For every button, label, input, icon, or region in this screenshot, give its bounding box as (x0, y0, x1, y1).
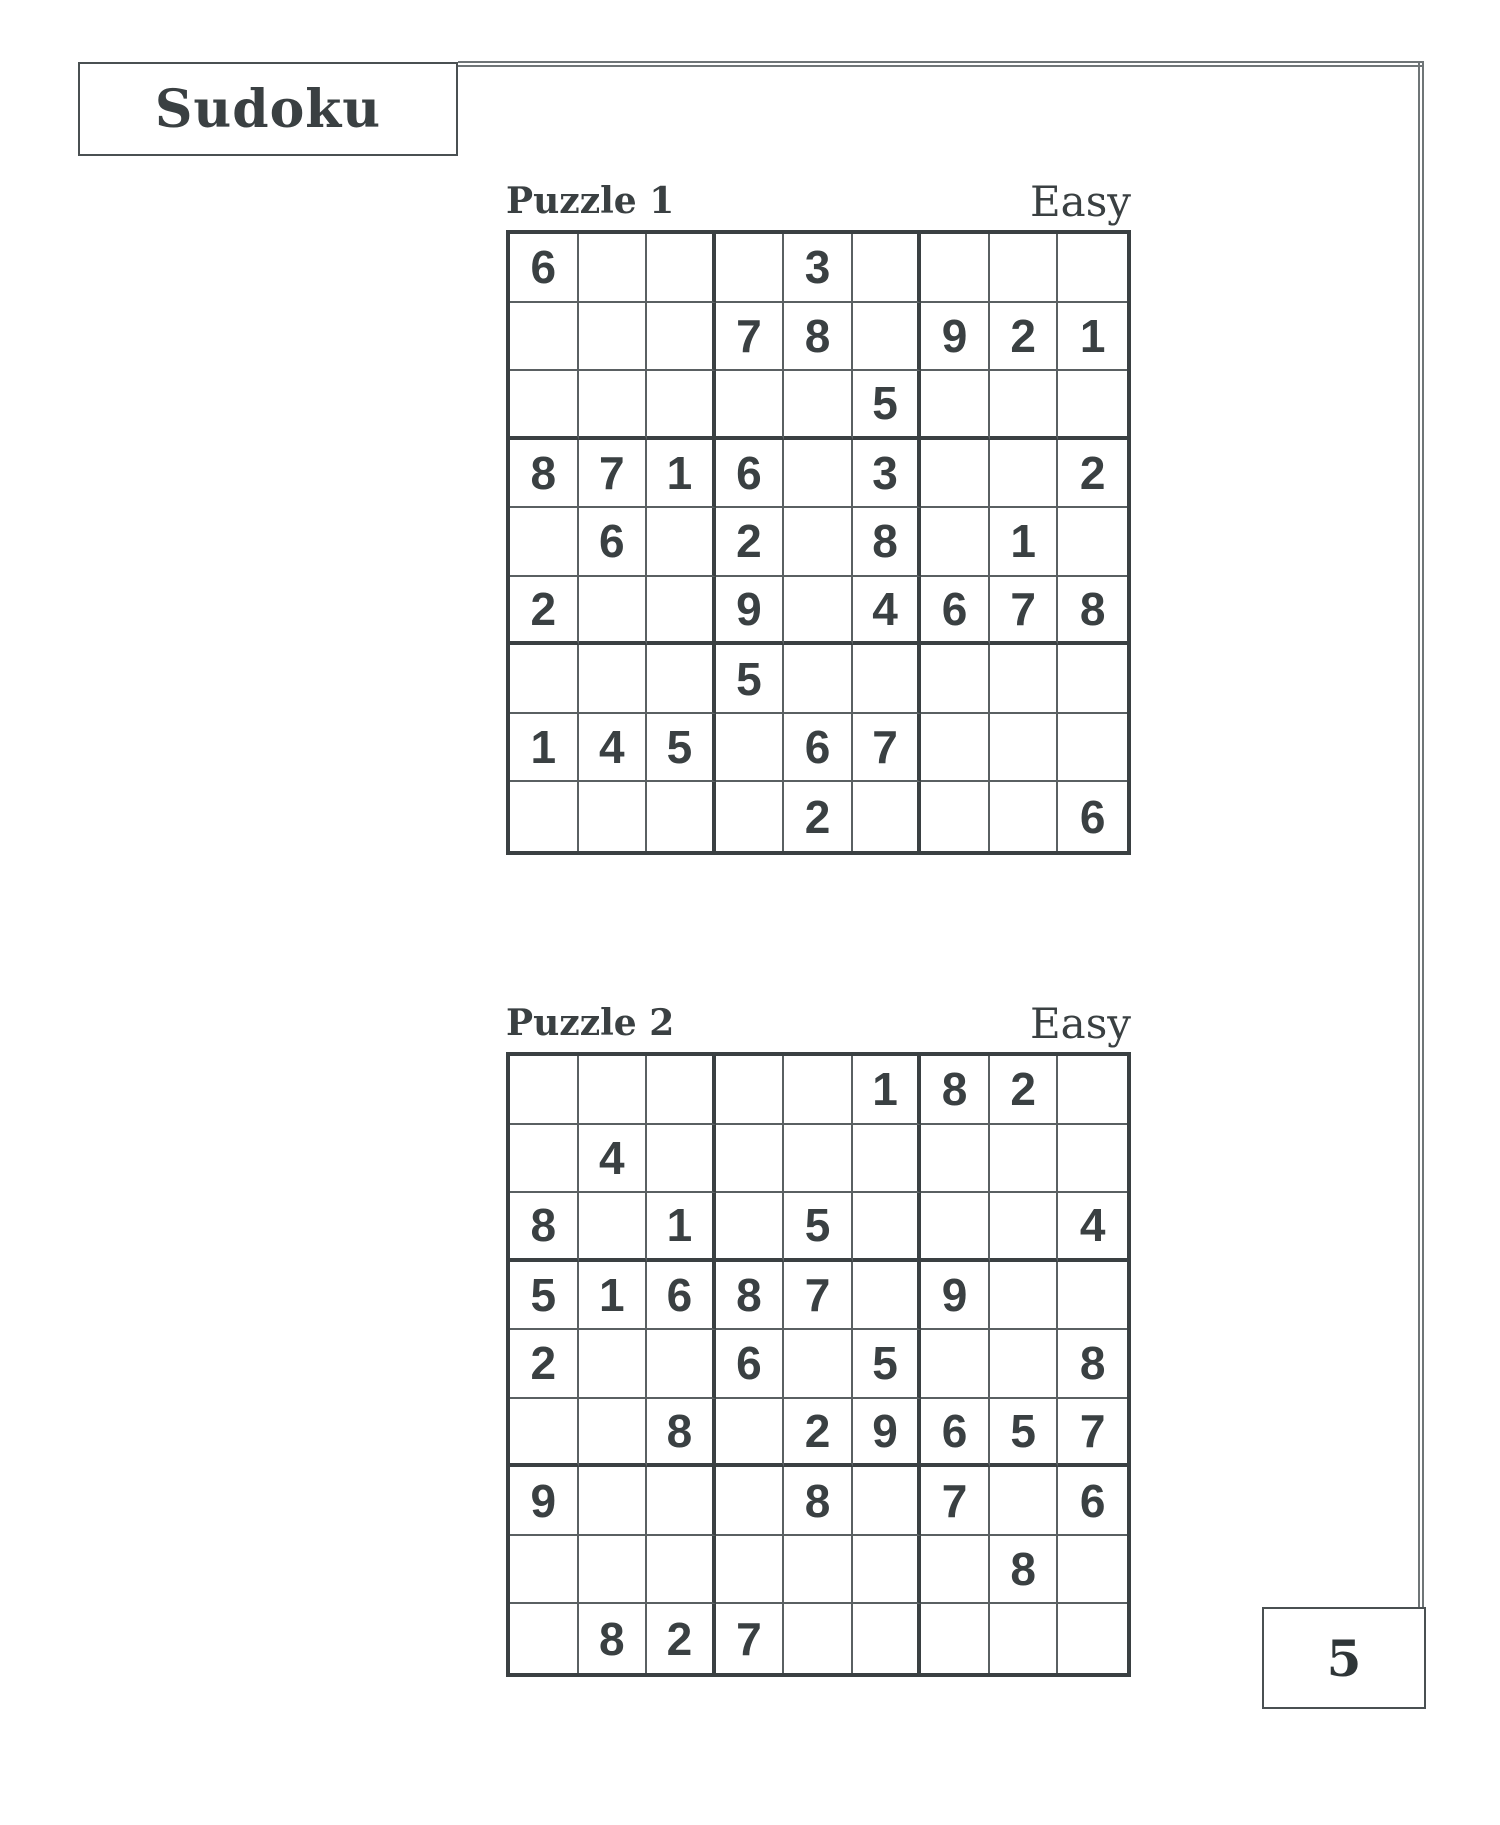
sudoku-cell: 7 (784, 1262, 853, 1331)
puzzle-header (506, 992, 1131, 1052)
sudoku-cell (579, 1399, 648, 1468)
sudoku-cell (510, 782, 579, 851)
sudoku-cell: 6 (1058, 1467, 1127, 1536)
sudoku-cell (921, 371, 990, 440)
sudoku-cell (853, 782, 922, 851)
sudoku-cell (990, 1193, 1059, 1262)
sudoku-cell: 8 (784, 1467, 853, 1536)
sudoku-cell (1058, 1604, 1127, 1673)
sudoku-cell (1058, 1056, 1127, 1125)
sudoku-cell (784, 1056, 853, 1125)
sudoku-cell: 2 (647, 1604, 716, 1673)
sudoku-cell (990, 645, 1059, 714)
sudoku-cell (647, 577, 716, 646)
sudoku-grid (506, 230, 1131, 855)
sudoku-cell (990, 714, 1059, 783)
sudoku-cell (579, 371, 648, 440)
sudoku-cell (853, 1193, 922, 1262)
puzzle-difficulty: Easy (1030, 177, 1131, 226)
sudoku-cell (921, 1193, 990, 1262)
sudoku-cell: 7 (716, 303, 785, 372)
sudoku-cell (716, 371, 785, 440)
sudoku-cell: 4 (1058, 1193, 1127, 1262)
sudoku-cell (579, 577, 648, 646)
sudoku-cell: 1 (579, 1262, 648, 1331)
sudoku-cell: 2 (510, 1330, 579, 1399)
sudoku-cell (647, 508, 716, 577)
sudoku-cell (1058, 1536, 1127, 1605)
sudoku-cell (784, 1125, 853, 1194)
sudoku-cell (647, 371, 716, 440)
sudoku-cell: 7 (853, 714, 922, 783)
sudoku-cell (784, 645, 853, 714)
puzzle-1 (506, 170, 1131, 855)
sudoku-cell: 7 (921, 1467, 990, 1536)
sudoku-cell (990, 1125, 1059, 1194)
sudoku-cell (853, 645, 922, 714)
sudoku-cell: 6 (716, 1330, 785, 1399)
sudoku-cell: 1 (647, 1193, 716, 1262)
sudoku-cell: 5 (510, 1262, 579, 1331)
sudoku-cell (1058, 1125, 1127, 1194)
sudoku-cell (853, 1467, 922, 1536)
sudoku-cell: 6 (579, 508, 648, 577)
puzzle-title: Puzzle 1 (506, 180, 675, 222)
sudoku-cell: 5 (647, 714, 716, 783)
sudoku-cell: 9 (921, 303, 990, 372)
sudoku-cell: 7 (990, 577, 1059, 646)
sudoku-cell: 7 (579, 440, 648, 509)
sudoku-cell (990, 1604, 1059, 1673)
sudoku-cell (784, 440, 853, 509)
sudoku-cell: 5 (853, 371, 922, 440)
sudoku-cell (853, 1262, 922, 1331)
sudoku-cell (1058, 645, 1127, 714)
sudoku-cell: 7 (1058, 1399, 1127, 1468)
sudoku-cell (1058, 234, 1127, 303)
sudoku-cell (784, 577, 853, 646)
sudoku-cell (1058, 371, 1127, 440)
sudoku-cell: 4 (853, 577, 922, 646)
sudoku-cell (1058, 714, 1127, 783)
puzzle-difficulty: Easy (1030, 999, 1131, 1048)
sudoku-cell (510, 645, 579, 714)
sudoku-cell (647, 645, 716, 714)
sudoku-cell (990, 234, 1059, 303)
sudoku-cell (647, 303, 716, 372)
sudoku-cell (510, 508, 579, 577)
sudoku-cell (921, 508, 990, 577)
sudoku-cell: 2 (990, 303, 1059, 372)
sudoku-cell (784, 1604, 853, 1673)
sudoku-cell: 3 (853, 440, 922, 509)
sudoku-cell (921, 714, 990, 783)
sudoku-cell: 4 (579, 714, 648, 783)
sudoku-cell (853, 1125, 922, 1194)
sudoku-cell: 8 (716, 1262, 785, 1331)
sudoku-cell (579, 1467, 648, 1536)
sudoku-cell: 5 (853, 1330, 922, 1399)
sudoku-cell: 6 (921, 1399, 990, 1468)
sudoku-cell (716, 1467, 785, 1536)
sudoku-cell: 8 (1058, 577, 1127, 646)
sudoku-cell (921, 1125, 990, 1194)
sudoku-cell: 1 (510, 714, 579, 783)
sudoku-cell (510, 1056, 579, 1125)
sudoku-cell: 9 (853, 1399, 922, 1468)
sudoku-cell (579, 1056, 648, 1125)
sudoku-cell (990, 440, 1059, 509)
page-number: 5 (1326, 1628, 1362, 1688)
sudoku-cell: 6 (510, 234, 579, 303)
sudoku-cell: 1 (1058, 303, 1127, 372)
sudoku-cell: 1 (990, 508, 1059, 577)
sudoku-cell: 5 (716, 645, 785, 714)
sudoku-cell (921, 782, 990, 851)
sudoku-cell (647, 234, 716, 303)
sudoku-cell (921, 1604, 990, 1673)
page-title-box (78, 62, 458, 156)
sudoku-cell (579, 234, 648, 303)
page-frame-right-line (1418, 61, 1424, 1613)
sudoku-cell (784, 1330, 853, 1399)
sudoku-cell: 5 (784, 1193, 853, 1262)
sudoku-cell (990, 1330, 1059, 1399)
sudoku-cell (647, 1056, 716, 1125)
sudoku-cell (921, 1330, 990, 1399)
puzzle-2 (506, 992, 1131, 1677)
puzzle-title: Puzzle 2 (506, 1002, 675, 1044)
puzzle-header (506, 170, 1131, 230)
sudoku-cell (510, 1125, 579, 1194)
sudoku-cell (716, 1536, 785, 1605)
sudoku-cell (990, 1262, 1059, 1331)
sudoku-cell: 8 (510, 440, 579, 509)
sudoku-cell: 6 (784, 714, 853, 783)
sudoku-cell (647, 1536, 716, 1605)
sudoku-cell (784, 1536, 853, 1605)
sudoku-cell (579, 782, 648, 851)
sudoku-cell (579, 645, 648, 714)
sudoku-cell (1058, 508, 1127, 577)
sudoku-cell (853, 1604, 922, 1673)
sudoku-cell (579, 1330, 648, 1399)
sudoku-cell: 8 (990, 1536, 1059, 1605)
sudoku-cell: 1 (853, 1056, 922, 1125)
page-title: Sudoku (154, 78, 382, 140)
sudoku-cell (510, 371, 579, 440)
sudoku-cell (921, 440, 990, 509)
sudoku-cell (647, 1125, 716, 1194)
sudoku-cell: 2 (1058, 440, 1127, 509)
sudoku-cell: 8 (579, 1604, 648, 1673)
sudoku-cell (579, 1193, 648, 1262)
sudoku-cell: 2 (784, 782, 853, 851)
sudoku-cell (647, 782, 716, 851)
sudoku-cell: 7 (716, 1604, 785, 1673)
sudoku-cell (853, 1536, 922, 1605)
sudoku-cell: 8 (921, 1056, 990, 1125)
sudoku-cell (647, 1330, 716, 1399)
sudoku-cell (716, 234, 785, 303)
sudoku-cell: 6 (716, 440, 785, 509)
sudoku-cell: 5 (990, 1399, 1059, 1468)
sudoku-cell (716, 714, 785, 783)
sudoku-cell: 9 (921, 1262, 990, 1331)
sudoku-cell (510, 1604, 579, 1673)
sudoku-cell (921, 234, 990, 303)
sudoku-cell (579, 1536, 648, 1605)
sudoku-cell: 2 (784, 1399, 853, 1468)
sudoku-cell (716, 782, 785, 851)
sudoku-cell: 1 (647, 440, 716, 509)
sudoku-cell: 8 (1058, 1330, 1127, 1399)
page-frame-top-line (458, 61, 1424, 67)
sudoku-cell (510, 1536, 579, 1605)
sudoku-cell (579, 303, 648, 372)
sudoku-cell (647, 1467, 716, 1536)
sudoku-cell: 4 (579, 1125, 648, 1194)
sudoku-cell (716, 1193, 785, 1262)
sudoku-cell (990, 371, 1059, 440)
sudoku-cell (921, 1536, 990, 1605)
sudoku-cell (853, 234, 922, 303)
sudoku-grid (506, 1052, 1131, 1677)
sudoku-cell: 6 (921, 577, 990, 646)
page-number-box (1262, 1607, 1426, 1709)
sudoku-cell (990, 1467, 1059, 1536)
sudoku-cell (784, 371, 853, 440)
sudoku-cell (921, 645, 990, 714)
sudoku-cell: 3 (784, 234, 853, 303)
sudoku-cell: 8 (853, 508, 922, 577)
sudoku-cell: 8 (784, 303, 853, 372)
sudoku-cell: 6 (647, 1262, 716, 1331)
sudoku-cell (1058, 1262, 1127, 1331)
sudoku-cell (716, 1056, 785, 1125)
sudoku-cell: 8 (510, 1193, 579, 1262)
sudoku-cell (510, 303, 579, 372)
sudoku-cell (510, 1399, 579, 1468)
sudoku-cell: 6 (1079, 790, 1106, 843)
sudoku-cell: 8 (647, 1399, 716, 1468)
sudoku-cell (716, 1125, 785, 1194)
sudoku-cell: 2 (510, 577, 579, 646)
sudoku-cell: 2 (716, 508, 785, 577)
sudoku-cell (853, 303, 922, 372)
sudoku-cell: 9 (716, 577, 785, 646)
sudoku-cell: 9 (510, 1467, 579, 1536)
sudoku-cell (716, 1399, 785, 1468)
sudoku-cell (990, 782, 1059, 851)
sudoku-cell: 2 (990, 1056, 1059, 1125)
sudoku-cell (784, 508, 853, 577)
